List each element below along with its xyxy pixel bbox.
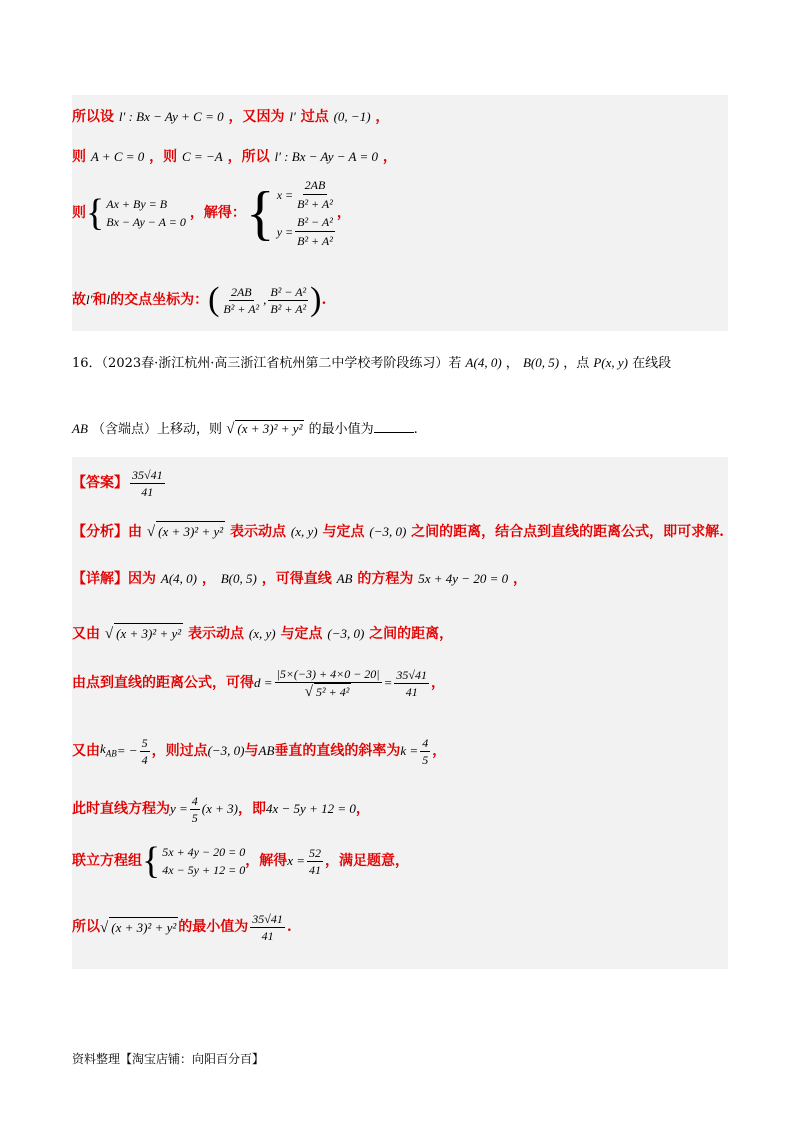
text: 联立方程组 (72, 853, 142, 869)
text: ， (382, 149, 397, 165)
numerator: 35√41 (132, 467, 163, 482)
answer-line (72, 465, 167, 501)
comma: , (263, 292, 267, 307)
numerator: 4 (422, 735, 429, 750)
text: ，则过点 (151, 743, 208, 759)
text: （含端点）上移动，则 (92, 422, 223, 437)
math: (0, −1) (333, 109, 371, 124)
denominator: 41 (309, 862, 321, 877)
text: ， (512, 571, 527, 587)
math: (−3, 0) (327, 626, 365, 641)
detail-line-4 (72, 731, 446, 771)
text: 此时直线方程为 (72, 801, 170, 817)
text: ，即 (238, 801, 266, 817)
text: . (286, 919, 292, 935)
denominator: 4 (141, 752, 148, 767)
equation: 5x + 4y − 20 = 0 (162, 845, 246, 859)
denominator: 5 (422, 752, 429, 767)
numerator: 35√41 (252, 911, 283, 926)
detail-line-6 (72, 837, 409, 885)
numerator: 52 (309, 845, 321, 860)
text: 垂直的直线的斜率为 (274, 743, 401, 759)
text: 和 (92, 292, 107, 308)
math: l′ : Bx − Ay − A = 0 (274, 149, 379, 164)
math: d = (254, 675, 273, 690)
text: 表示动点 (230, 524, 287, 540)
text: 表示动点 (188, 626, 245, 642)
denominator: B² + A² (297, 197, 333, 211)
text: ，可得直线 (261, 571, 332, 587)
text: ， (375, 109, 390, 125)
text: 与 (244, 743, 259, 759)
solution-line-3 (72, 175, 351, 251)
intersection-point: ( $\frac{2AB}{\text{B² + A²}}$ , $\frac{\text{B² − A²}}{\text{B² + A²}}$ ) (208, 281, 322, 318)
text: ， (355, 801, 370, 817)
text: 的交点坐标为： (110, 292, 209, 308)
detail-line-1 (72, 569, 527, 589)
text: 【分析】由 (72, 524, 142, 540)
math: AB (72, 421, 88, 436)
question-16-line-1 (72, 352, 671, 371)
math: y = (170, 801, 188, 816)
math: 5x + 4y − 20 = 0 (418, 571, 509, 586)
text: ，又因为 (228, 109, 285, 125)
text: ， (430, 675, 445, 691)
math: y = (276, 224, 294, 239)
text: 所以设 (72, 109, 114, 125)
text: ，解得： (189, 205, 246, 221)
denominator: 41 (261, 928, 274, 943)
math: (x, y) (290, 524, 318, 539)
answer-blank (374, 432, 414, 433)
detail-line-5 (72, 789, 370, 829)
math: B(0, 5) (522, 355, 560, 370)
solution-line-4 (72, 275, 326, 325)
math: k (100, 740, 106, 756)
solution-line-2 (72, 147, 397, 167)
solution-box-bottom (72, 457, 728, 969)
math: A(4, 0) (465, 355, 502, 370)
solution-box-top (72, 95, 728, 331)
text: 之间的距离， (369, 626, 454, 642)
numerator: |5×(−3) + 4×0 − 20| (276, 667, 380, 681)
solution-system: { x = $\frac{2AB}{\text{B² + A²}}$ y = $\frac{\text{B² − A²}}{\text{B² + A²}}$ (245, 178, 333, 248)
answer-label: 【答案】 (72, 475, 128, 491)
numerator: 4 (191, 793, 198, 808)
math: C = −A (182, 149, 223, 164)
question-text: 16．（2023春·浙江杭州·高三浙江省杭州第二中学校考阶段练习）若 (72, 356, 462, 371)
analysis-line: 【分析】由 √ (x + 3)² + y² 表示动点 (x, y) 与定点 (−3, 0) 之间的距离，结合点到直线的距离公式，即可求解. (72, 521, 724, 542)
text: 故 (72, 292, 86, 308)
text: ，点 (563, 356, 590, 371)
text: 则 (72, 149, 86, 165)
sqrt-expression: (x + 3)² + y² (237, 421, 303, 436)
sqrt-expression: (x + 3)² + y² (156, 521, 225, 542)
text: 由点到直线的距离公式，可得 (72, 675, 254, 691)
math: l (106, 292, 111, 307)
sqrt-expression: (x + 3)² + y² (114, 623, 183, 644)
solution-line-1 (72, 107, 389, 127)
numerator: 2AB (303, 176, 328, 195)
text: 之间的距离，结合点到直线的距离公式，即可求解. (411, 524, 725, 540)
detail-line-7: 所以 √ (x + 3)² + y² 的最小值为 $\frac{35√41}{41}$ . (72, 911, 292, 943)
numerator: B² − A² (270, 284, 307, 299)
text: ， (336, 205, 351, 221)
text: 与定点 (280, 626, 323, 642)
sqrt-expression: (x + 3)² + y² (109, 917, 178, 938)
math: = − (116, 743, 138, 758)
text: 的最小值为 (308, 422, 374, 437)
text: 所以 (72, 919, 100, 935)
math: A(4, 0) (160, 571, 197, 586)
math: P(x, y) (593, 355, 628, 370)
text: 又由 (72, 743, 100, 759)
text: ，所以 (227, 149, 270, 165)
subscript: AB (105, 748, 117, 759)
text: ， (201, 571, 216, 587)
detail-line-3: 由点到直线的距离公式，可得 d = $\frac{|5\times(-3) + 4\times 0 - 20|}{\text{√ 5² + 4²}}$ = $\frac{35√41}{41}$ ， (72, 667, 445, 700)
math: l′ (289, 109, 296, 124)
text: 的最小值为 (178, 919, 249, 935)
math: x = (276, 187, 294, 202)
text: 过点 (300, 109, 329, 125)
text: ，则 (149, 149, 178, 165)
footer-text: 资料整理【淘宝店铺：向阳百分百】 (72, 1052, 265, 1066)
math: A + C = 0 (90, 149, 145, 164)
math: (x + 3) (201, 801, 238, 816)
detail-line-2: 又由 √ (x + 3)² + y² 表示动点 (x, y) 与定点 (−3, 0) 之间的距离， (72, 623, 453, 644)
equation-system: { Ax + By = B Bx − Ay − A = 0 (86, 192, 186, 234)
text: 与定点 (322, 524, 365, 540)
equation: Bx − Ay − A = 0 (106, 215, 186, 229)
text: 则 (72, 205, 86, 221)
text: . (413, 422, 418, 437)
text: . (321, 292, 327, 308)
text: ， (432, 743, 447, 759)
math: B(0, 5) (220, 571, 257, 586)
denominator: 5 (191, 810, 198, 825)
denominator: 5² + 4² (316, 685, 350, 699)
math: (−3, 0) (207, 743, 245, 758)
text: ，满足题意， (325, 853, 409, 869)
text: 的方程为 (357, 571, 414, 587)
numerator: B² − A² (295, 213, 335, 232)
math: x = (287, 853, 305, 868)
text: ，解得 (245, 853, 288, 869)
text: 又由 (72, 626, 100, 642)
text: 【详解】因为 (72, 571, 156, 587)
denominator: B² + A² (270, 301, 307, 316)
math: k = (400, 743, 419, 758)
question-16-line-2: AB （含端点）上移动，则 √ (x + 3)² + y² 的最小值为 . (72, 421, 418, 437)
math: AB (336, 571, 353, 586)
equation-system: { 5x + 4y − 20 = 0 4x − 5y + 12 = 0 (142, 840, 246, 882)
equation: Ax + By = B (106, 197, 168, 211)
math: (x, y) (248, 626, 276, 641)
numerator: 35√41 (396, 667, 427, 682)
numerator: 5 (141, 735, 148, 750)
equation: 4x − 5y + 12 = 0 (162, 863, 246, 877)
math: l′ : Bx − Ay + C = 0 (118, 109, 224, 124)
math: AB (258, 743, 275, 758)
denominator: 41 (405, 684, 418, 699)
math: l′ (86, 292, 93, 307)
denominator: B² + A² (297, 234, 333, 248)
text: ， (505, 356, 519, 371)
math: 4x − 5y + 12 = 0 (266, 801, 356, 816)
text: 在线段 (632, 356, 672, 371)
math: = (383, 675, 393, 690)
math: (−3, 0) (369, 524, 407, 539)
numerator: 2AB (230, 284, 252, 299)
denominator: B² + A² (223, 301, 260, 316)
denominator: 41 (141, 484, 154, 499)
